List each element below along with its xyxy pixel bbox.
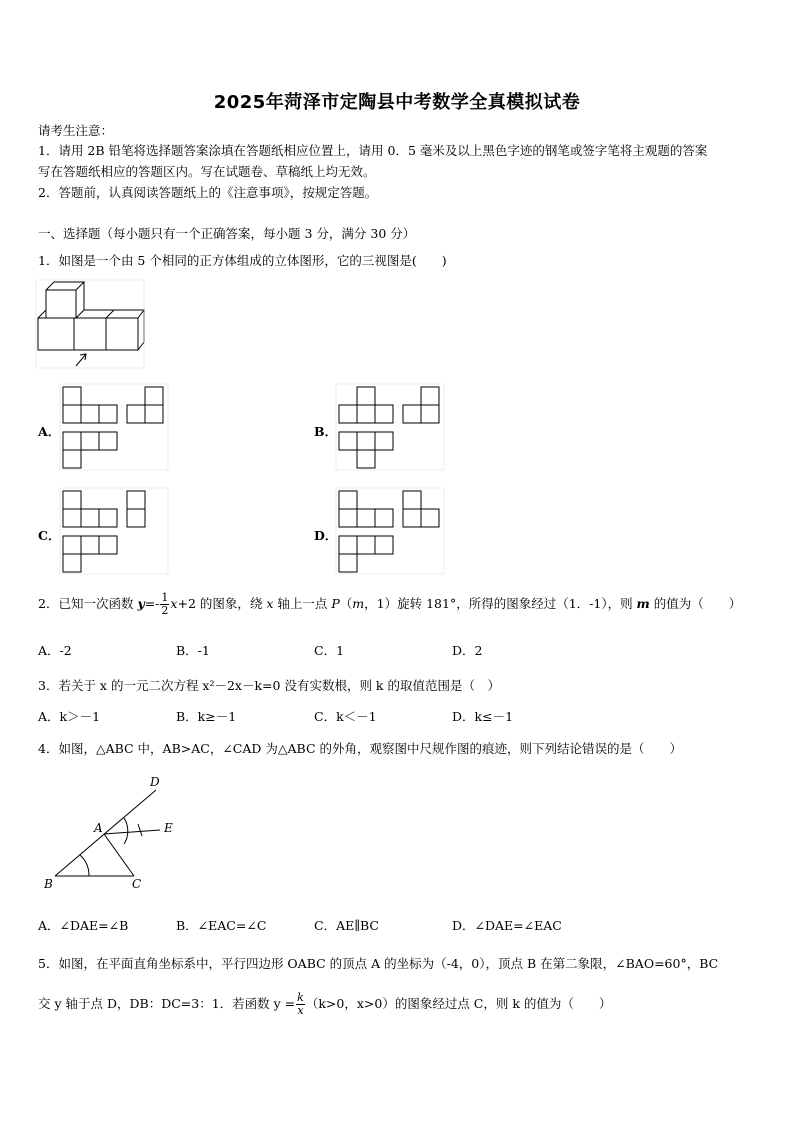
q4-option-c: C．AE∥BC xyxy=(314,918,379,933)
q3-option-a: A．k＞－1 xyxy=(38,709,101,724)
question-4-stem: 4．如图，△ABC 中，AB>AC，∠CAD 为△ABC 的外角，观察图中尺规作图的痕迹，则下列结论错误的是（ ） xyxy=(38,741,682,756)
option-a-views xyxy=(60,384,170,472)
option-c-views xyxy=(60,488,170,576)
q2-option-d: D．2 xyxy=(452,643,483,658)
question-2-stem: 2．已知一次函数 y=- $\frac{1}{2}$ x+2 的图象，绕 x 轴上一点 P（m，1）旋转 181°，所得的图象经过（1．-1），则 m 的值为（ ） xyxy=(38,591,742,617)
q2-option-c: C．1 xyxy=(314,643,345,658)
option-d-views xyxy=(336,488,446,576)
question-5-line-1: 5．如图，在平面直角坐标系中，平行四边形 OABC 的顶点 A 的坐标为（-4，0），顶点 B 在第二象限，∠BAO=60°，BC xyxy=(38,956,719,971)
q3-option-b: B．k≥－1 xyxy=(176,709,237,724)
cube-solid-figure xyxy=(36,280,146,370)
page-title: 2025年菏泽市定陶县中考数学全真模拟试卷 xyxy=(213,92,581,113)
option-d-label: D． xyxy=(314,528,338,543)
q3-option-d: D．k≤－1 xyxy=(452,709,514,724)
question-5-line-2: 交 y 轴于点 D，DB：DC=3：1．若函数 y = $\frac{k}{x}$ （k>0，x>0）的图象经过点 C，则 k 的值为（ ） xyxy=(38,991,612,1017)
notice-item-1a: 1．请用 2B 铅笔将选择题答案涂填在答题纸相应位置上，请用 0．5 毫米及以上黑色字迹的钢笔或签字笔将主观题的答案 xyxy=(38,143,708,158)
option-b-views xyxy=(336,384,446,472)
notice-item-2: 2．答题前，认真阅读答题纸上的《注意事项》，按规定答题。 xyxy=(38,185,378,200)
point-a-label: A xyxy=(94,821,103,835)
q4-option-a: A．∠DAE=∠B xyxy=(38,918,129,933)
q4-option-b: B．∠EAC=∠C xyxy=(176,918,267,933)
fraction-one-half: $\frac{1}{2}$ xyxy=(161,591,169,617)
triangle-construction-figure xyxy=(40,772,190,892)
point-e-label: E xyxy=(164,821,173,835)
option-c-label: C． xyxy=(38,528,61,543)
point-c-label: C xyxy=(132,877,142,891)
notice-heading: 请考生注意： xyxy=(38,123,114,138)
option-a-label: A． xyxy=(38,424,61,439)
question-3-stem: 3．若关于 x 的一元二次方程 x²－2x－k=0 没有实数根，则 k 的取值范围是（ ） xyxy=(38,678,500,693)
point-d-label: D xyxy=(150,775,160,789)
q4-option-d: D．∠DAE=∠EAC xyxy=(452,918,562,933)
fraction-k-over-x: $\frac{k}{x}$ xyxy=(297,991,304,1017)
q2-option-a: A．-2 xyxy=(38,643,72,658)
q3-option-c: C．k＜－1 xyxy=(314,709,377,724)
option-b-label: B． xyxy=(314,424,338,439)
notice-item-1b: 写在答题纸相应的答题区内。写在试题卷、草稿纸上均无效。 xyxy=(38,164,376,179)
q2-option-b: B．-1 xyxy=(176,643,210,658)
question-1-stem: 1．如图是一个由 5 个相同的正方体组成的立体图形，它的三视图是( ) xyxy=(38,253,447,268)
point-b-label: B xyxy=(44,877,53,891)
section-heading: 一、选择题（每小题只有一个正确答案，每小题 3 分，满分 30 分） xyxy=(38,226,416,241)
